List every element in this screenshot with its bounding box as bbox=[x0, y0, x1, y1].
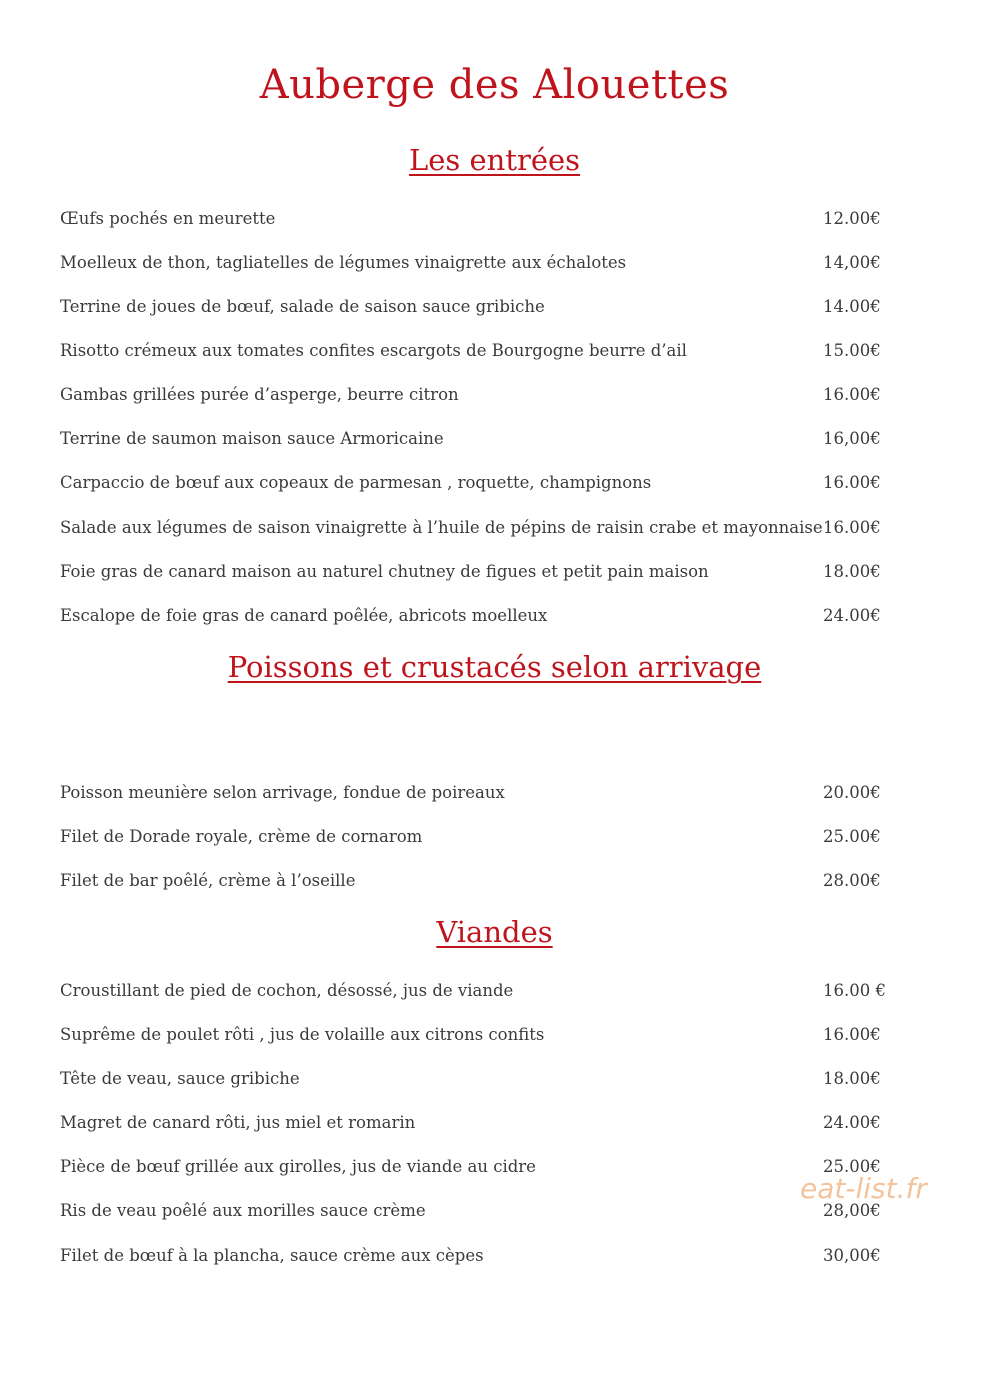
menu-item-name: Ris de veau poêlé aux morilles sauce crème bbox=[60, 1201, 426, 1220]
menu-item-name: Filet de bœuf à la plancha, sauce crème aux cèpes bbox=[60, 1246, 484, 1265]
menu-item bbox=[60, 1243, 886, 1269]
menu-item-price: 30,00€ bbox=[823, 1246, 881, 1265]
menu-item-name: Œufs pochés en meurette bbox=[60, 209, 276, 228]
menu-item-price: 16.00€ bbox=[823, 1025, 881, 1044]
menu-item-price: 16.00€ bbox=[823, 518, 881, 537]
menu-item bbox=[60, 1066, 886, 1092]
menu-item-name: Salade aux légumes de saison vinaigrette à l’huile de pépins de raisin crabe et mayonnaise bbox=[60, 518, 823, 537]
watermark: eat-list.fr bbox=[800, 1172, 927, 1205]
menu-item-price: 28.00€ bbox=[823, 871, 881, 890]
menu-item-name: Escalope de foie gras de canard poêlée, abricots moelleux bbox=[60, 606, 548, 625]
section-heading-viandes-text: Viandes bbox=[436, 915, 553, 949]
menu-item-price: 18.00€ bbox=[823, 1069, 881, 1088]
menu-item-name: Moelleux de thon, tagliatelles de légumes vinaigrette aux échalotes bbox=[60, 253, 627, 272]
section-heading-poissons-text: Poissons et crustacés selon arrivage bbox=[227, 650, 762, 684]
menu-item-price: 12.00€ bbox=[823, 209, 881, 228]
menu-item bbox=[60, 515, 886, 541]
menu-item bbox=[60, 868, 886, 894]
menu-item bbox=[60, 250, 886, 276]
menu-item-price: 24.00€ bbox=[823, 1113, 881, 1132]
menu-item-name: Carpaccio de bœuf aux copeaux de parmesan , roquette, champignons bbox=[60, 473, 652, 492]
menu-item-price: 20.00€ bbox=[823, 783, 881, 802]
menu-item-price: 16,00€ bbox=[823, 429, 881, 448]
menu-item-price: 16.00 € bbox=[823, 981, 886, 1000]
menu-item-name: Filet de Dorade royale, crème de cornarom bbox=[60, 827, 423, 846]
section-heading-entrees-text: Les entrées bbox=[408, 143, 581, 177]
menu-item bbox=[60, 294, 886, 320]
menu-item-name: Terrine de saumon maison sauce Armoricaine bbox=[60, 429, 444, 448]
menu-item bbox=[60, 559, 886, 585]
menu-item-price: 18.00€ bbox=[823, 562, 881, 581]
menu-item bbox=[60, 382, 886, 408]
menu-item bbox=[60, 338, 886, 364]
menu-item-name: Croustillant de pied de cochon, désossé, jus de viande bbox=[60, 981, 514, 1000]
menu-item-name: Terrine de joues de bœuf, salade de saison sauce gribiche bbox=[60, 297, 545, 316]
menu-item bbox=[60, 603, 886, 629]
menu-item-name: Pièce de bœuf grillée aux girolles, jus de viande au cidre bbox=[60, 1157, 536, 1176]
menu-item-price: 16.00€ bbox=[823, 385, 881, 404]
menu-item-price: 14,00€ bbox=[823, 253, 881, 272]
menu-item-name: Risotto crémeux aux tomates confites escargots de Bourgogne beurre d’ail bbox=[60, 341, 687, 360]
menu-item bbox=[60, 824, 886, 850]
section-heading-entrees bbox=[0, 143, 989, 177]
menu-item-name: Suprême de poulet rôti , jus de volaille aux citrons confits bbox=[60, 1025, 545, 1044]
menu-item-price: 24.00€ bbox=[823, 606, 881, 625]
menu-item-name: Tête de veau, sauce gribiche bbox=[60, 1069, 300, 1088]
section-heading-viandes bbox=[0, 915, 989, 949]
menu-item bbox=[60, 1110, 886, 1136]
menu-item-name: Gambas grillées purée d’asperge, beurre citron bbox=[60, 385, 459, 404]
menu-item-name: Foie gras de canard maison au naturel chutney de figues et petit pain maison bbox=[60, 562, 709, 581]
menu-item-name: Poisson meunière selon arrivage, fondue de poireaux bbox=[60, 783, 505, 802]
section-heading-poissons bbox=[0, 650, 989, 684]
menu-item bbox=[60, 206, 886, 232]
menu-item-price: 15.00€ bbox=[823, 341, 881, 360]
restaurant-title: Auberge des Alouettes bbox=[259, 62, 730, 108]
menu-item-price: 16.00€ bbox=[823, 473, 881, 492]
menu-item-price: 25.00€ bbox=[823, 827, 881, 846]
menu-item bbox=[60, 780, 886, 806]
menu-item bbox=[60, 1022, 886, 1048]
menu-item bbox=[60, 1198, 886, 1224]
menu-item bbox=[60, 978, 886, 1004]
menu-item-price: 28,00€ bbox=[823, 1201, 881, 1220]
menu-item-name: Magret de canard rôti, jus miel et romarin bbox=[60, 1113, 416, 1132]
menu-item bbox=[60, 1154, 886, 1180]
menu-item-name: Filet de bar poêlé, crème à l’oseille bbox=[60, 871, 356, 890]
menu-item bbox=[60, 470, 886, 496]
menu-item bbox=[60, 426, 886, 452]
menu-item-price: 14.00€ bbox=[823, 297, 881, 316]
menu-item-price: 25.00€ bbox=[823, 1157, 881, 1176]
